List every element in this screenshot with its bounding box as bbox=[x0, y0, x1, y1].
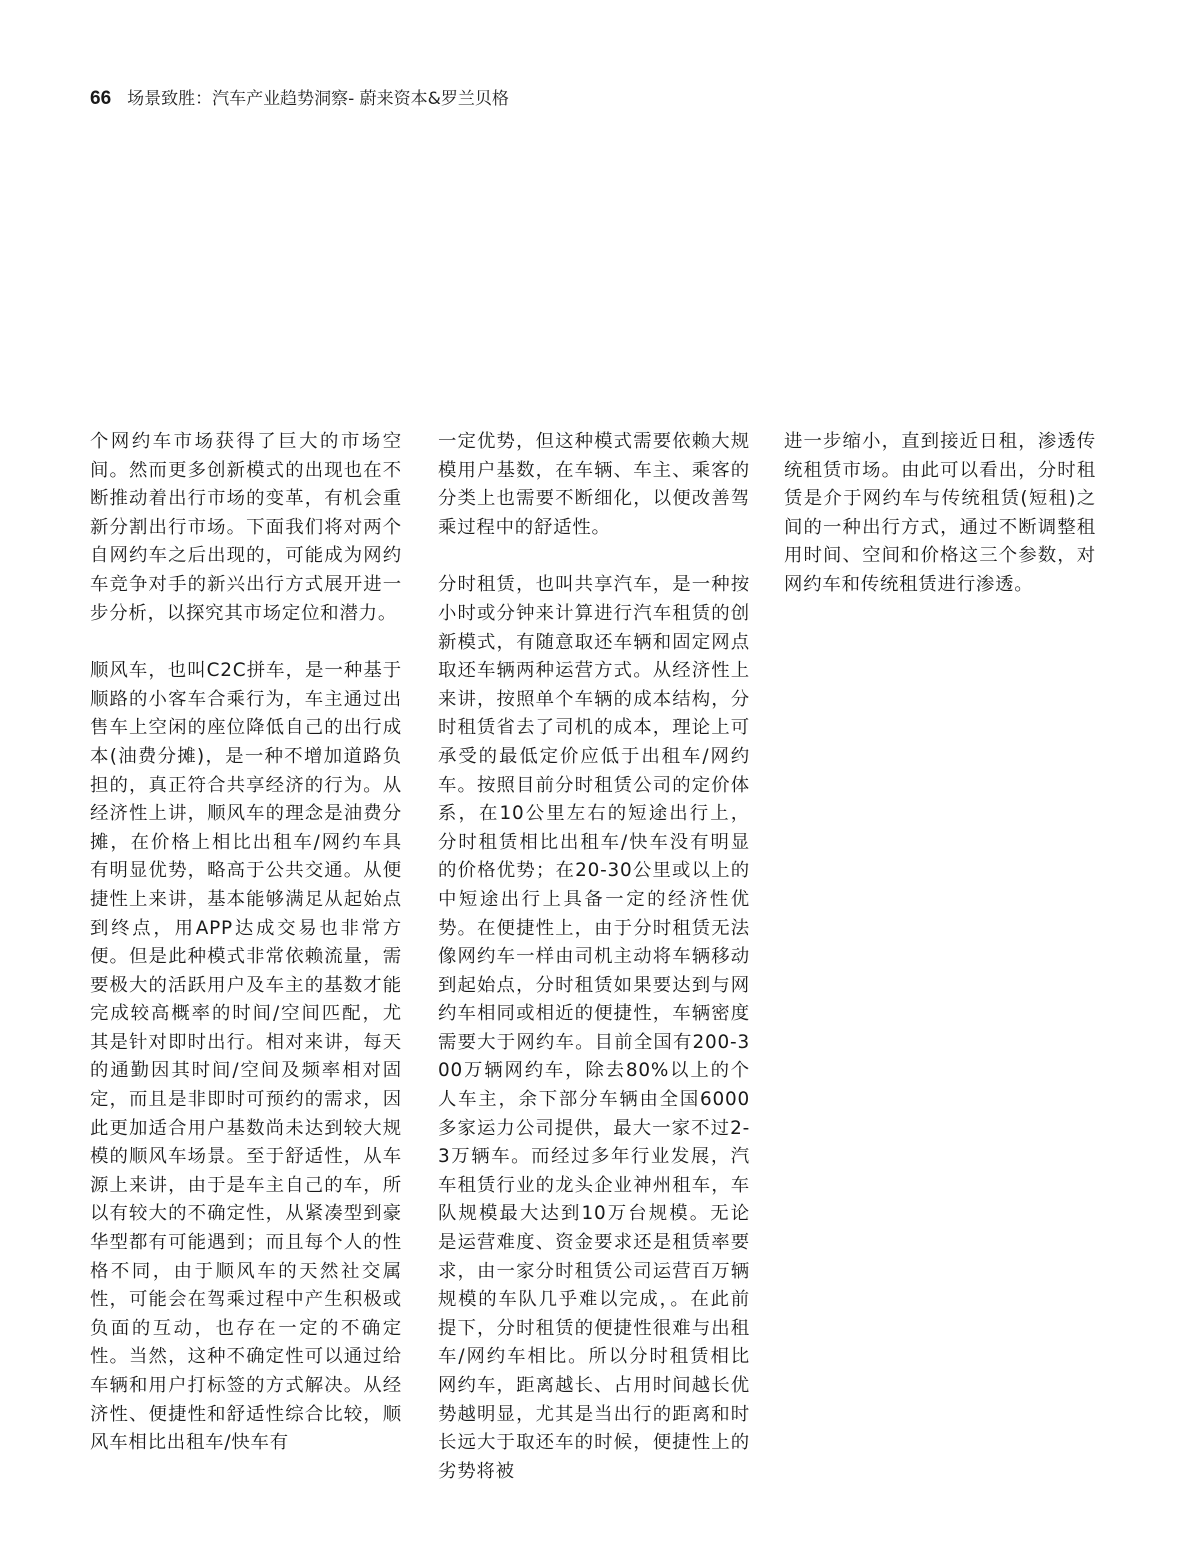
paragraph: 进一步缩小，直到接近日租，渗透传统租赁市场。由此可以看出，分时租赁是介于网约车与传统租赁(短租)之间的一种出行方式，通过不断调整租用时间、空间和价格这三个参数，对网约车和传统租赁进行渗透。 bbox=[784, 431, 1096, 595]
text-column-2 bbox=[438, 428, 750, 1515]
paragraph: 一定优势，但这种模式需要依赖大规模用户基数，在车辆、车主、乘客的分类上也需要不断细化，以便改善驾乘过程中的舒适性。 bbox=[438, 431, 750, 538]
paragraph: 分时租赁，也叫共享汽车，是一种按小时或分钟来计算进行汽车租赁的创新模式，有随意取还车辆和固定网点取还车辆两种运营方式。从经济性上来讲，按照单个车辆的成本结构，分时租赁省去了司机的成本，理论上可承受的最低定价应低于出租车/网约车。按照目前分时租赁公司的定价体系，在10公里左右的短途出行上，分时租赁相比出租车/快车没有明显的价格优势；在20-30公里或以上的中短途出行上具备一定的经济性优势。在便捷性上，由于分时租赁无法像网约车一样由司机主动将车辆移动到起始点，分时租赁如果要达到与网约车相同或相近的便捷性，车辆密度需要大于网约车。目前全国有200-300万辆网约车，除去80%以上的个人车主，余下部分车辆由全国6000多家运力公司提供，最大一家不过2-3万辆车。而经过多年行业发展，汽车租赁行业的龙头企业神州租车，车队规模最大达到10万台规模。无论是运营难度、资金要求还是租赁率要求，由一家分时租赁公司运营百万辆规模的车队几乎难以完成，。在此前提下，分时租赁的便捷性很难与出租车/网约车相比。所以分时租赁相比网约车，距离越长、占用时间越长优势越明显，尤其是当出行的距离和时长远大于取还车的时候，便捷性上的劣势将被 bbox=[438, 574, 750, 1482]
page-number: 66 bbox=[90, 88, 112, 109]
running-title: 场景致胜：汽车产业趋势洞察- 蔚来资本&罗兰贝格 bbox=[127, 89, 509, 109]
page-header bbox=[90, 84, 509, 110]
text-column-3 bbox=[784, 428, 1096, 629]
paragraph: 个网约车市场获得了巨大的市场空间。然而更多创新模式的出现也在不断推动着出行市场的变革，有机会重新分割出行市场。下面我们将对两个自网约车之后出现的，可能成为网约车竞争对手的新兴出行方式展开进一步分析，以探究其市场定位和潜力。 bbox=[90, 431, 402, 624]
paragraph: 顺风车，也叫C2C拼车，是一种基于顺路的小客车合乘行为，车主通过出售车上空闲的座位降低自己的出行成本(油费分摊)，是一种不增加道路负担的，真正符合共享经济的行为。从经济性上讲，顺风车的理念是油费分摊，在价格上相比出租车/网约车具有明显优势，略高于公共交通。从便捷性上来讲，基本能够满足从起始点到终点，用APP达成交易也非常方便。但是此种模式非常依赖流量，需要极大的活跃用户及车主的基数才能完成较高概率的时间/空间匹配，尤其是针对即时出行。相对来讲，每天的通勤因其时间/空间及频率相对固定，而且是非即时可预约的需求，因此更加适合用户基数尚未达到较大规模的顺风车场景。至于舒适性，从车源上来讲，由于是车主自己的车，所以有较大的不确定性，从紧凑型到豪华型都有可能遇到；而且每个人的性格不同，由于顺风车的天然社交属性，可能会在驾乘过程中产生积极或负面的互动，也存在一定的不确定性。当然，这种不确定性可以通过给车辆和用户打标签的方式解决。从经济性、便捷性和舒适性综合比较，顺风车相比出租车/快车有 bbox=[90, 660, 402, 1454]
text-column-1 bbox=[90, 428, 402, 1487]
